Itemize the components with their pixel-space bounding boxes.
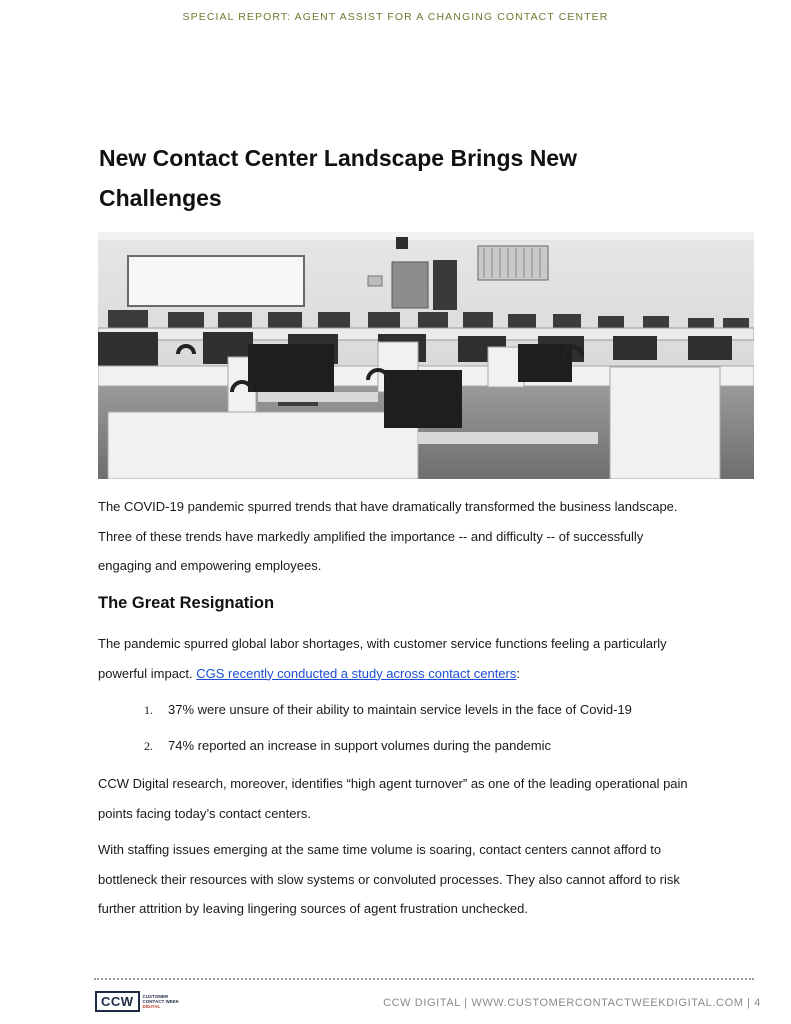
intro-line-2: Three of these trends have markedly amplified the importance -- and difficulty -- of successfully [98,528,644,544]
resignation-line-2-suffix: : [516,665,520,681]
resignation-paragraph [98,629,758,688]
staffing-line-3: further attrition by leaving lingering sources of agent frustration unchecked. [98,901,528,916]
cgs-study-link[interactable]: CGS recently conducted a study across contact centers [196,665,517,681]
list-item [144,702,632,718]
intro-paragraph [98,492,758,581]
list-text: 74% reported an increase in support volumes during the pandemic [168,738,552,753]
logo-line-2: CONTACT WEEK [142,999,179,1004]
page-title-line-2: Challenges [99,185,222,211]
ccw-logo [95,991,179,1012]
contact-center-photo [98,232,754,479]
staffing-line-2: bottleneck their resources with slow systems or convoluted processes. They also cannot afford to risk [98,871,680,887]
report-header: SPECIAL REPORT: AGENT ASSIST FOR A CHANGING CONTACT CENTER [182,11,609,23]
list-item [144,738,551,754]
logo-line-1: CUSTOMER [142,994,169,999]
research-paragraph [98,769,758,828]
section-heading: The Great Resignation [98,594,275,612]
research-line-1: CCW Digital research, moreover, identifies “high agent turnover” as one of the leading operational pain [98,776,688,791]
research-line-2: points facing today’s contact centers. [98,805,311,821]
intro-line-1: The COVID-19 pandemic spurred trends that have dramatically transformed the business landscape. [98,499,678,514]
footer-divider [94,978,754,980]
resignation-line-2-prefix: powerful impact. [98,665,197,681]
page-title [99,138,699,218]
list-number: 2. [144,739,153,753]
logo-line-3: DIGITAL [142,1004,161,1009]
resignation-line-2 [98,659,758,689]
list-number: 1. [144,703,153,717]
resignation-line-1: The pandemic spurred global labor shortages, with customer service functions feeling a particularly [98,636,667,651]
list-text: 37% were unsure of their ability to maintain service levels in the face of Covid-19 [168,702,632,717]
logo-subtext [143,994,179,1009]
page-title-line-1: New Contact Center Landscape Brings New [99,145,577,171]
footer-text: CCW DIGITAL | WWW.CUSTOMERCONTACTWEEKDIGITAL.COM | 4 [383,997,761,1009]
staffing-paragraph [98,835,758,924]
intro-line-3: engaging and empowering employees. [98,558,322,573]
logo-mark: CCW [95,991,140,1012]
staffing-line-1: With staffing issues emerging at the same time volume is soaring, contact centers cannot afford to [98,842,662,857]
